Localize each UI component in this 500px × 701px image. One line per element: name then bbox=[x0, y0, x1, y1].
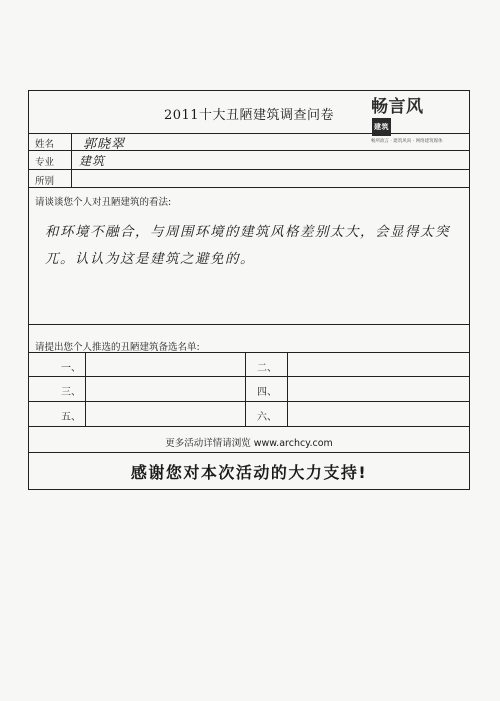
form-title: 2011十大丑陋建筑调查问卷 bbox=[163, 108, 335, 123]
candidate-label-2: 二、 bbox=[257, 363, 277, 374]
school-label: 所别 bbox=[35, 176, 55, 187]
candidates-prompt: 请提出您个人推选的丑陋建筑备选名单: bbox=[35, 342, 200, 353]
brand-logo bbox=[371, 97, 443, 144]
candidate-row-3 bbox=[29, 402, 469, 427]
opinion-answer[interactable]: 和环境不融合，与周围环境的建筑风格差别太大，会显得太突兀。认认为这是建筑之避免的。 bbox=[45, 224, 450, 267]
name-field[interactable]: 郭晓翠 bbox=[83, 137, 126, 152]
candidate-label-4: 四、 bbox=[257, 387, 277, 398]
survey-form bbox=[28, 90, 470, 490]
logo-text: 畅言风 bbox=[371, 97, 424, 117]
major-row bbox=[29, 151, 469, 170]
more-info-row bbox=[29, 427, 469, 453]
form-header bbox=[29, 91, 469, 144]
name-row bbox=[29, 133, 469, 151]
candidate-label-5: 五、 bbox=[61, 412, 81, 423]
candidate-label-3: 三、 bbox=[61, 387, 81, 398]
opinion-prompt: 请谈谈您个人对丑陋建筑的看法: bbox=[35, 197, 172, 208]
school-row bbox=[29, 170, 469, 188]
candidate-label-1: 一、 bbox=[61, 363, 81, 374]
candidate-row-1 bbox=[29, 353, 469, 377]
more-info-link[interactable]: 更多活动详情请浏览 www.archcy.com bbox=[165, 438, 333, 449]
thanks-message: 感谢您对本次活动的大力支持! bbox=[130, 463, 368, 482]
logo-subtitle: 畅所欲言 · 建筑风尚 · 网络建筑媒体 bbox=[371, 139, 443, 144]
major-label: 专业 bbox=[35, 157, 55, 168]
candidate-row-2 bbox=[29, 377, 469, 402]
candidate-label-6: 六、 bbox=[257, 412, 277, 423]
candidates-prompt-row bbox=[29, 325, 469, 353]
logo-tag: 建筑 bbox=[372, 118, 391, 136]
major-field[interactable]: 建筑 bbox=[79, 154, 106, 168]
name-label: 姓名 bbox=[35, 139, 55, 150]
